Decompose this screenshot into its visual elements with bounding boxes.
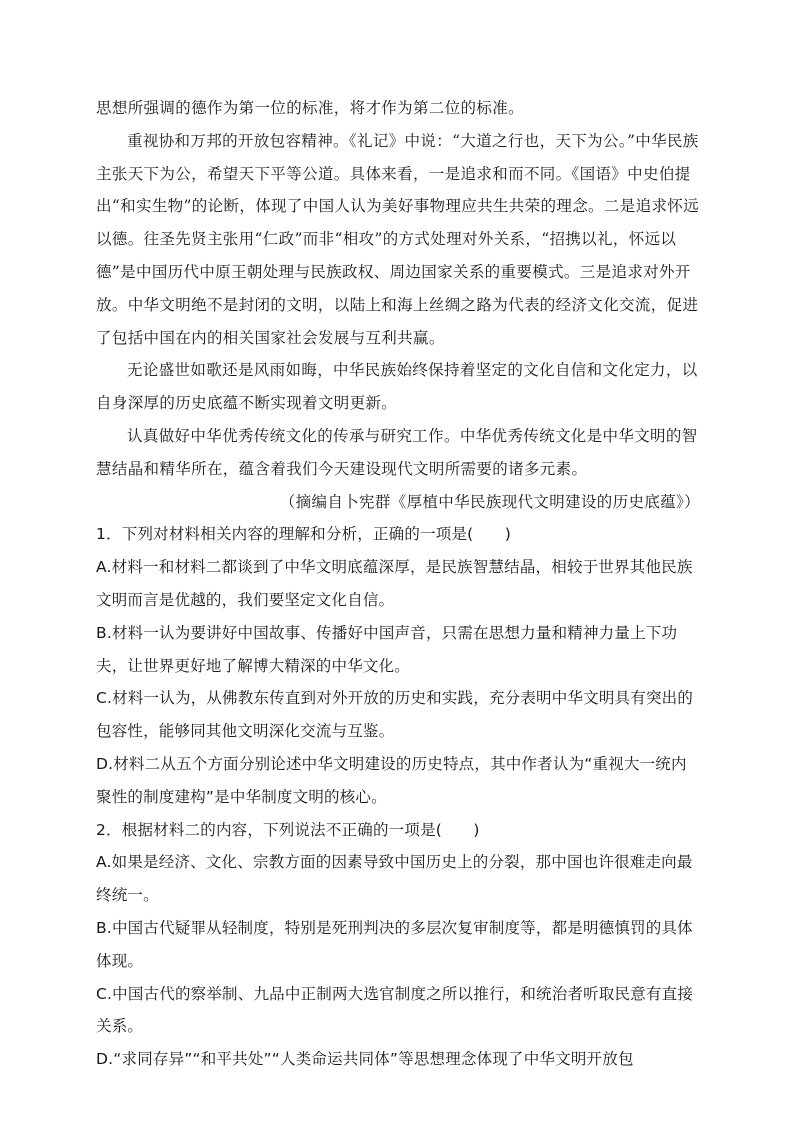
passage-paragraph-2: 重视协和万邦的开放包容精神。《礼记》中说：“大道之行也，天下为公。”中华民族主张天下为公，希望天下平等公道。具体来看，一是追求和而不同。《国语》中史伯提出“和实生物”的论断，体现了中国人认为美好事物理应共生共荣的理念。二是追求怀远以德。往圣先贤主张用“仁政”而非“相攻”的方式处理对外关系，“招携以礼，怀远以德”是中国历代中原王朝处理与民族政权、周边国家关系的重要模式。三是追求对外开放。中华文明绝不是封闭的文明，以陆上和海上丝绸之路为代表的经济文化交流，促进了包括中国在内的相关国家社会发展与互利共赢。	[96, 131, 700, 347]
passage-paragraph-1: 思想所强调的德作为第一位的标准，将才作为第二位的标准。	[96, 99, 524, 117]
option-a: A.如果是经济、文化、宗教方面的因素导致中国历史上的分裂，那中国也许很难走向最终统一。	[96, 853, 693, 905]
option-b: B.中国古代疑罪从轻制度，特别是死刑判决的多层次复审制度等，都是明德慎罚的具体体现。	[96, 918, 693, 970]
question-2	[96, 814, 700, 1076]
question-stem: 2．根据材料二的内容，下列说法不正确的一项是( )	[96, 820, 480, 839]
passage-paragraph-4: 认真做好中华优秀传统文化的传承与研究工作。中华优秀传统文化是中华文明的智慧结晶和精华所在，蕴含着我们今天建设现代文明所需要的诸多元素。	[96, 426, 698, 478]
reading-passage	[96, 92, 700, 518]
option-c: C.中国古代的察举制、九品中正制两大选官制度之所以推行，和统治者听取民意有直接关系。	[96, 984, 694, 1036]
passage-source: （摘编自卜宪群《厚植中华民族现代文明建设的历史底蕴》）	[279, 492, 700, 511]
question-stem: 1．下列对材料相关内容的理解和分析，正确的一项是( )	[96, 525, 512, 544]
option-a: A.材料一和材料二都谈到了中华文明底蕴深厚，是民族智慧结晶，相较于世界其他民族文明而言是优越的，我们要坚定文化自信。	[96, 558, 693, 609]
document-page	[96, 92, 700, 1076]
option-d: D.“求同存异”“和平共处”“人类命运共同体”等思想理念体现了中华文明开放包	[96, 1050, 634, 1069]
question-1	[96, 518, 700, 813]
passage-paragraph-3: 无论盛世如歌还是风雨如晦，中华民族始终保持着坚定的文化自信和文化定力，以自身深厚的历史底蕴不断实现着文明更新。	[96, 361, 698, 413]
option-d: D.材料二从五个方面分别论述中华文明建设的历史特点，其中作者认为“重视大一统内聚性的制度建构”是中华制度文明的核心。	[96, 754, 687, 806]
option-b: B.材料一认为要讲好中国故事、传播好中国声音，只需在思想力量和精神力量上下功夫，让世界更好地了解博大精深的中华文化。	[96, 623, 678, 675]
option-c: C.材料一认为，从佛教东传直到对外开放的历史和实践，充分表明中华文明具有突出的包容性，能够同其他文明深化交流与互鉴。	[96, 689, 694, 741]
